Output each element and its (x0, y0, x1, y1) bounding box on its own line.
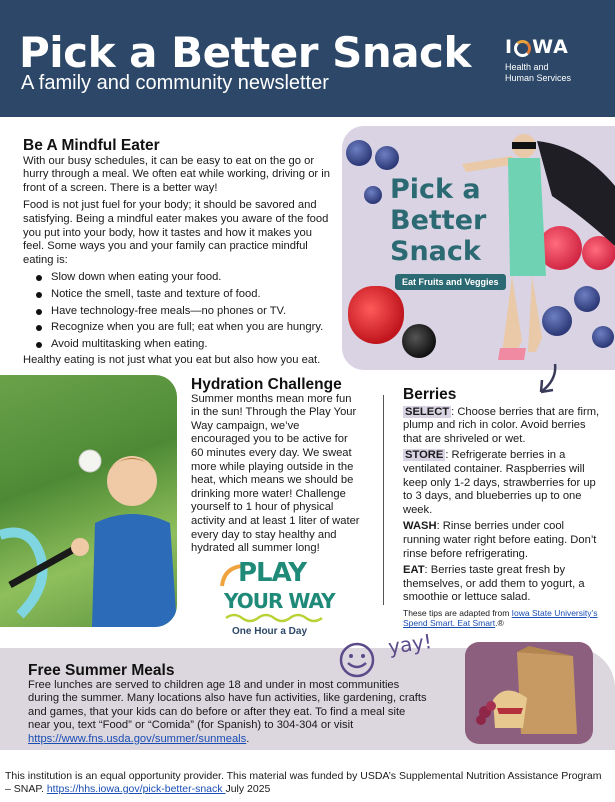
logo-caption-line1: Health and (505, 62, 549, 72)
store-tag: STORE (405, 449, 444, 462)
select-text: : Choose berries that are firm, plump and rich in color. Avoid berries that are shriveled or wet. (403, 405, 600, 445)
logo-wordmark (505, 36, 605, 58)
hero-line-1: Pick a (390, 174, 481, 205)
section-divider (383, 395, 384, 605)
mindful-body: Food is not just fuel for your body; it should be savored and satisfying. Being a mindful eater makes you aware of the food you put into your body, how it tastes and how it makes you feel. Some ways you and your family can practice mindful eating is: (23, 199, 329, 266)
footer-date: July 2025 (225, 783, 271, 795)
wash-tag: WASH (403, 520, 437, 533)
berries-heading: Berries (403, 386, 457, 403)
eat-text: : Berries taste great fresh by themselves, or add them to yogurt, a smoothie or lettuce salad. (403, 564, 585, 604)
lunch-illustration (465, 642, 593, 744)
boy-baseball-illustration (0, 375, 177, 627)
boy-baseball-photo (0, 375, 177, 627)
footer-disclaimer (5, 770, 610, 796)
free-meals-section (28, 664, 428, 747)
eat-tag: EAT (403, 564, 425, 577)
hydration-challenge-section (191, 378, 361, 556)
berries-eat-tip (403, 564, 603, 605)
your-way-text: YOUR WAY (224, 589, 335, 613)
play-text: PLAY (238, 558, 307, 588)
list-item: Recognize when you are full; eat when you are hungry. (23, 321, 333, 335)
logo-caption (505, 62, 605, 84)
list-item: Slow down when eating your food. (23, 271, 333, 285)
berries-store-tip (403, 449, 603, 517)
store-text: : Refrigerate berries in a ventilated container. Raspberries will keep only 1-2 days, strawberries for up to 3 days, and blueberries up to one week. (403, 449, 596, 516)
hero-berries-image (342, 126, 615, 370)
lunch-bag-photo (465, 642, 593, 744)
source-suffix: .® (495, 618, 504, 629)
hero-eat-fruits-pill: Eat Fruits and Veggies (395, 274, 506, 290)
pick-better-snack-link[interactable]: https://hhs.iowa.gov/pick-better-snack (46, 783, 226, 795)
list-item: Notice the smell, taste and texture of food. (23, 288, 333, 302)
source-prefix: These tips are adapted from (403, 607, 512, 618)
yay-doodle-text: yay! (386, 629, 434, 659)
berries-source (403, 608, 603, 629)
logo-letters-start: I (505, 36, 514, 58)
logo-letters-end: WA (532, 36, 569, 58)
hero-line-3: Snack (390, 236, 481, 267)
berries-select-tip (403, 406, 603, 447)
berries-wash-tip (403, 520, 603, 561)
iowa-hhs-logo (505, 36, 605, 84)
berries-section (403, 388, 603, 632)
footer-text: This institution is an equal opportunity provider. This material was funded by USDA’s Supplemental Nutrition Assistance Program – SNAP. (5, 770, 602, 795)
hydration-body: Summer months mean more fun in the sun! Through the Play Your Way campaign, we’ve encouraged you to be active for 60 minutes every day. We sweat more while playing outside in the heat, which means we should be drinking more water! Challenge yourself to 1 hour of physical activity and at least 1 liter of water every day to stay healthy and hydrated all summer long! (191, 392, 360, 555)
spend-smart-link[interactable]: Iowa State University’s Spend Smart. Eat Smart (403, 607, 598, 629)
list-item: Have technology-free meals—no phones or TV. (23, 305, 333, 319)
list-item: Avoid multitasking when eating. (23, 338, 333, 352)
free-meals-text: Free lunches are served to children age 18 and under in most communities during the summer. Many locations also have fun activities, like gardening, crafts and games, that your kids can do before or after they eat. To find a meal site near you, text “Food” or “Comida” (for Spanish) to 304-304 or visit (28, 678, 427, 732)
select-tag: SELECT (405, 405, 450, 418)
hero-line-2: Better (390, 205, 487, 236)
free-meals-body (28, 679, 428, 747)
newsletter-title: Pick a Better Snack (19, 28, 471, 77)
mindful-intro: With our busy schedules, it can be easy to eat on the go or hurry through a meal. We often eat while working, driving or in front of a screen. There is a better way! (23, 154, 330, 194)
mindful-closing: Healthy eating is not just what you eat but also how you eat. (23, 354, 321, 367)
play-your-way-tagline: One Hour a Day (232, 626, 308, 637)
newsletter-subtitle: A family and community newsletter (21, 72, 329, 94)
mindful-tips-list (23, 271, 333, 351)
free-meals-heading: Free Summer Meals (28, 662, 175, 679)
squiggle-icon (224, 612, 334, 624)
hero-pick-text (390, 174, 510, 267)
usda-meals-link[interactable]: https://www.fns.usda.gov/summer/sunmeals (28, 732, 247, 745)
newsletter-header (0, 0, 615, 117)
play-your-way-logo (216, 556, 341, 641)
logo-caption-line2: Human Services (505, 73, 572, 83)
mindful-eater-section (23, 139, 333, 386)
free-meals-suffix: . (246, 732, 250, 745)
logo-o-icon (514, 40, 531, 57)
hydration-heading: Hydration Challenge (191, 376, 342, 393)
wash-text: : Rinse berries under cool running water right before eating. Don’t rinse before refrigerating. (403, 520, 597, 560)
mindful-heading: Be A Mindful Eater (23, 137, 160, 154)
